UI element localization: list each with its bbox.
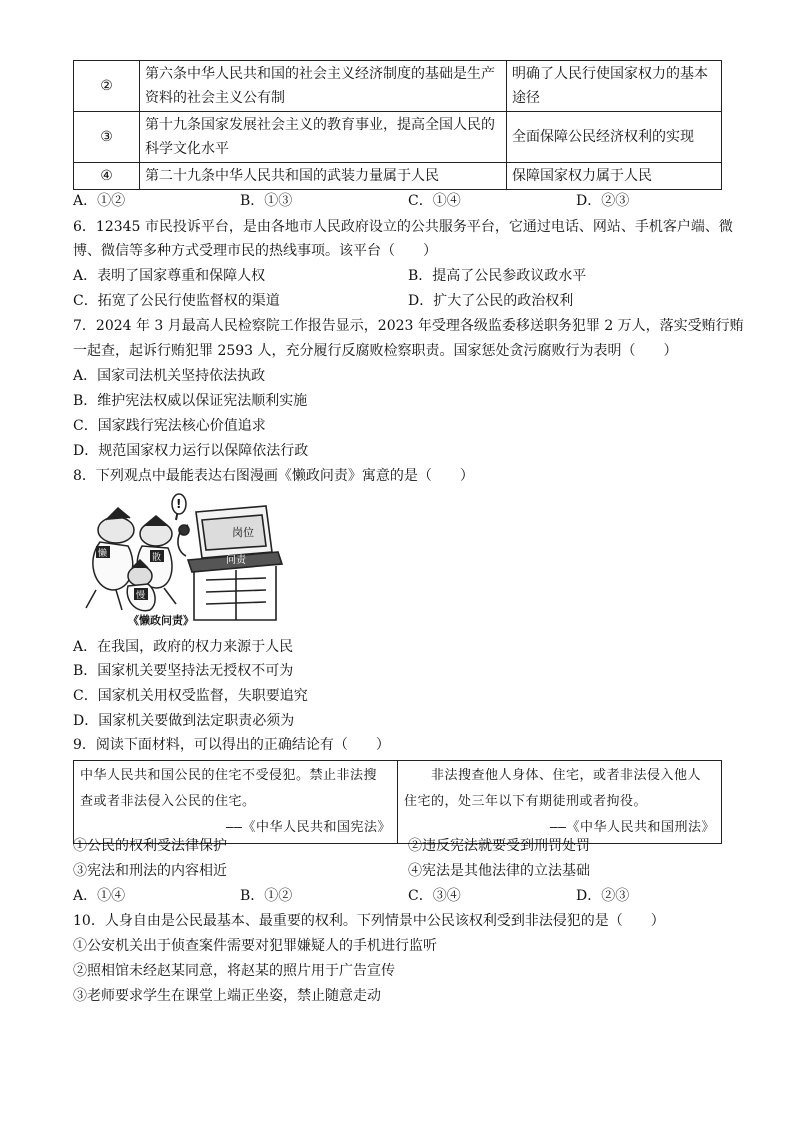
q9-option-c: C．③④ <box>408 888 461 904</box>
constitution-source: ——《中华人民共和国宪法》 <box>225 820 391 835</box>
q7-stem-line2: 一起查，起诉行贿犯罪 2593 人，充分履行反腐败检察职责。国家惩处贪污腐败行为表明（ ） <box>73 343 678 359</box>
q8-option-c: C．国家机关用权受监督，失职要追究 <box>73 688 308 704</box>
q8-option-d: D．国家机关要做到法定职责必须为 <box>73 713 295 729</box>
criminal-law-excerpt: 非法搜查他人身体、住宅，或者非法侵入他人 住宅的，处三年以下有期徒刑或者拘役。 ——《中华人民共和国刑法》 <box>398 761 722 844</box>
table-row <box>74 61 722 112</box>
row-number: ③ <box>74 112 140 163</box>
q9-option-b: B．①② <box>240 888 293 904</box>
meaning-cell: 全面保障公民经济权利的实现 <box>507 112 722 163</box>
q6-option-c: C．拓宽了公民行使监督权的渠道 <box>73 293 280 309</box>
figure-tag-1: 懒 <box>98 549 108 559</box>
q9-item-4: ④宪法是其他法律的立法基础 <box>408 863 590 879</box>
material-table <box>73 760 722 844</box>
article-table <box>73 60 722 190</box>
q10-item-1: ①公安机关出于侦查案件需要对犯罪嫌疑人的手机进行监听 <box>73 938 437 954</box>
q8-stem: 8．下列观点中最能表达右图漫画《懒政问责》寓意的是（ ） <box>73 468 474 484</box>
q6-stem-line1: 6．12345 市民投诉平台，是由各地市人民政府设立的公共服务平台，它通过电话、网站、手机客户端、微 <box>73 219 733 235</box>
q5-option-d: D．②③ <box>576 193 630 209</box>
q5-option-c: C．①④ <box>408 193 461 209</box>
q7-stem-line1: 7．2024 年 3 月最高人民检察院工作报告显示，2023 年受理各级监委移送职务犯罪 2 万人，落实受贿行贿 <box>73 318 744 334</box>
q7-option-d: D．规范国家权力运行以保障依法行政 <box>73 443 309 459</box>
meaning-cell: 明确了人民行使国家权力的基本 途径 <box>507 61 722 112</box>
q9-item-3: ③宪法和刑法的内容相近 <box>73 863 227 879</box>
lazy-governance-cartoon <box>76 490 288 626</box>
row-number: ② <box>74 61 140 112</box>
q7-option-c: C．国家践行宪法核心价值追求 <box>73 418 266 434</box>
q10-stem: 10．人身自由是公民最基本、最重要的权利。下列情景中公民该权利受到非法侵犯的是（ ） <box>73 913 665 929</box>
q9-item-2: ②违反宪法就要受到刑罚处罚 <box>408 838 590 854</box>
q9-item-1: ①公民的权利受法律保护 <box>73 838 227 854</box>
q7-option-a: A．国家司法机关坚持依法执政 <box>73 368 266 384</box>
figure-tag-3: 慢 <box>136 591 146 601</box>
article-cell: 第十九条国家发展社会主义的教育事业，提高全国人民的 科学文化水平 <box>140 112 507 163</box>
q6-option-a: A．表明了国家尊重和保障人权 <box>73 268 266 284</box>
q9-stem: 9．阅读下面材料，可以得出的正确结论有（ ） <box>73 737 390 753</box>
q7-option-b: B．维护宪法权威以保证宪法顺利实施 <box>73 393 308 409</box>
q6-option-d: D．扩大了公民的政治权利 <box>408 293 574 309</box>
constitution-excerpt: 中华人民共和国公民的住宅不受侵犯。禁止非法搜 查或者非法侵入公民的住宅。 ——《中华人民共和国宪法》 <box>74 761 398 844</box>
criminal-law-source: ——《中华人民共和国刑法》 <box>549 820 715 835</box>
cartoon-caption: 《懒政问责》 <box>128 614 194 626</box>
exclamation-mark: ! <box>176 497 182 511</box>
row-number: ④ <box>74 163 140 190</box>
q9-option-a: A．①④ <box>73 888 126 904</box>
article-cell: 第二十九条中华人民共和国的武装力量属于人民 <box>140 163 507 190</box>
desk-sign-label: 问责 <box>226 555 246 566</box>
q5-option-a: A．①② <box>73 193 126 209</box>
table-row <box>74 163 722 190</box>
table-row <box>74 112 722 163</box>
article-cell: 第六条中华人民共和国的社会主义经济制度的基础是生产 资料的社会主义公有制 <box>140 61 507 112</box>
q6-option-b: B．提高了公民参政议政水平 <box>408 268 587 284</box>
q6-stem-line2: 博、微信等多种方式受理市民的热线事项。该平台（ ） <box>73 243 437 259</box>
q5-option-b: B．①③ <box>240 193 293 209</box>
meaning-cell: 保障国家权力属于人民 <box>507 163 722 190</box>
q8-option-a: A．在我国，政府的权力来源于人民 <box>73 639 294 655</box>
desk-top-label: 岗位 <box>232 526 254 539</box>
figure-tag-2: 散 <box>152 553 162 563</box>
q8-option-b: B．国家机关要坚持法无授权不可为 <box>73 663 294 679</box>
q10-item-3: ③老师要求学生在课堂上端正坐姿，禁止随意走动 <box>73 988 381 1004</box>
table-row <box>74 761 722 844</box>
q10-item-2: ②照相馆未经赵某同意，将赵某的照片用于广告宣传 <box>73 963 395 979</box>
q9-option-d: D．②③ <box>576 888 630 904</box>
